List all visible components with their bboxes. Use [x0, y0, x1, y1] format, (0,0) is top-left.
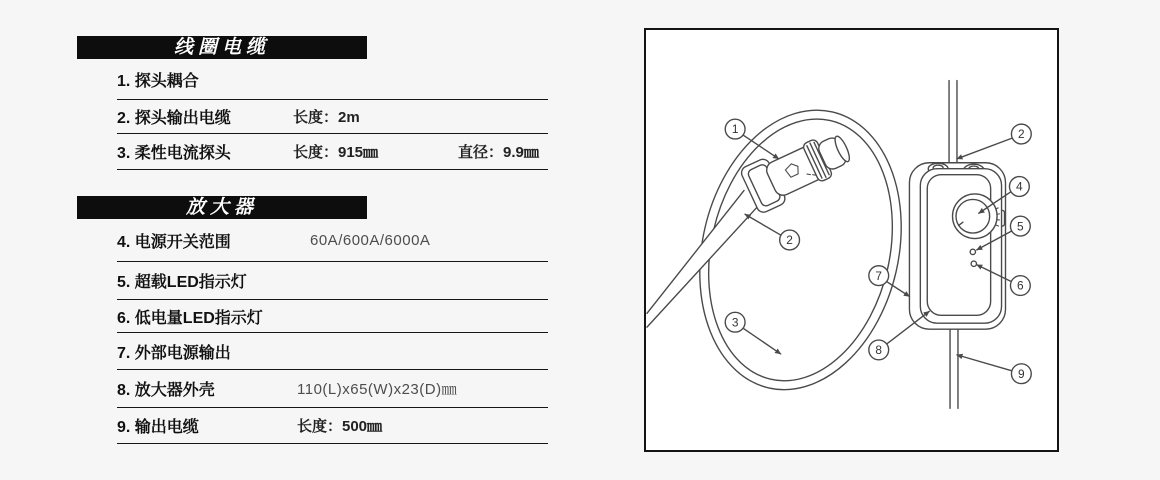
- spec-label: 9. 输出电缆: [117, 419, 199, 436]
- spec-row-overload-led: [117, 262, 548, 300]
- spec-value: 长度：2m: [293, 109, 360, 126]
- spec-label: 5. 超载LED指示灯: [117, 274, 247, 291]
- callout-1: [725, 119, 745, 139]
- spec-row-amplifier-housing: [117, 370, 548, 408]
- amplifier-body-drawing: [909, 163, 1005, 329]
- product-diagram: [644, 28, 1059, 452]
- probe-output-cable-drawing: [647, 190, 757, 330]
- svg-text:2: 2: [786, 233, 793, 248]
- diagram-svg: [646, 30, 1057, 450]
- spec-row-output-cable: [117, 408, 548, 444]
- spec-value: 长度：500㎜: [297, 418, 383, 435]
- probe-coupling-drawing: [739, 125, 856, 215]
- section-title: 线圈电缆: [173, 37, 270, 58]
- callout-2-right: [1011, 124, 1031, 144]
- spec-label: 7. 外部电源输出: [117, 344, 231, 362]
- callout-7: [869, 266, 889, 286]
- spec-rows: [117, 59, 548, 170]
- svg-text:5: 5: [1017, 219, 1024, 234]
- callout-3: [725, 312, 745, 332]
- section-title: 放大器: [185, 197, 258, 218]
- svg-text:9: 9: [1018, 366, 1025, 381]
- spec-label: 1. 探头耦合: [117, 72, 199, 90]
- spec-label: 6. 低电量LED指示灯: [117, 309, 263, 327]
- svg-text:7: 7: [875, 268, 883, 283]
- spec-value: 60A/600A/6000A: [310, 231, 431, 249]
- spec-value: 长度：915㎜: [293, 144, 379, 161]
- spec-panel: [77, 36, 548, 444]
- spec-section-coil-cable: [77, 36, 548, 170]
- spec-value: 110(L)x65(W)x23(D)㎜: [297, 381, 458, 398]
- callout-5: [1010, 216, 1030, 236]
- spec-value: 直径：9.9㎜: [458, 144, 539, 161]
- spec-label: 4. 电源开关范围: [117, 233, 231, 251]
- spec-label: 3. 柔性电流探头: [117, 145, 231, 162]
- svg-text:8: 8: [875, 343, 883, 358]
- callout-8: [869, 340, 889, 360]
- spec-row-power-switch-range: [117, 219, 548, 262]
- spec-label: 8. 放大器外壳: [117, 382, 215, 399]
- spec-section-amplifier: [77, 196, 548, 444]
- spec-rows: [117, 219, 548, 444]
- amplifier-input-cable-drawing: [949, 81, 957, 170]
- spec-row-flexible-probe: [117, 134, 548, 170]
- spec-row-probe-coupling: [117, 59, 548, 100]
- callout-6: [1010, 276, 1030, 296]
- callout-2-left: [780, 230, 800, 250]
- svg-text:3: 3: [731, 315, 739, 330]
- svg-text:6: 6: [1017, 278, 1024, 293]
- svg-text:2: 2: [1018, 127, 1025, 142]
- output-cable-drawing: [950, 329, 958, 408]
- section-header-amplifier: [77, 196, 367, 219]
- svg-text:1: 1: [731, 122, 739, 137]
- spec-row-low-battery-led: [117, 300, 548, 333]
- section-header-coil-cable: [77, 36, 367, 59]
- spec-row-external-power-output: [117, 333, 548, 370]
- low-battery-led-drawing: [971, 261, 976, 266]
- spec-row-probe-output-cable: [117, 100, 548, 134]
- spec-label: 2. 探头输出电缆: [117, 110, 231, 127]
- svg-text:4: 4: [1016, 179, 1023, 194]
- callout-4: [1009, 177, 1029, 197]
- overload-led-drawing: [970, 249, 975, 254]
- callout-9: [1011, 364, 1031, 384]
